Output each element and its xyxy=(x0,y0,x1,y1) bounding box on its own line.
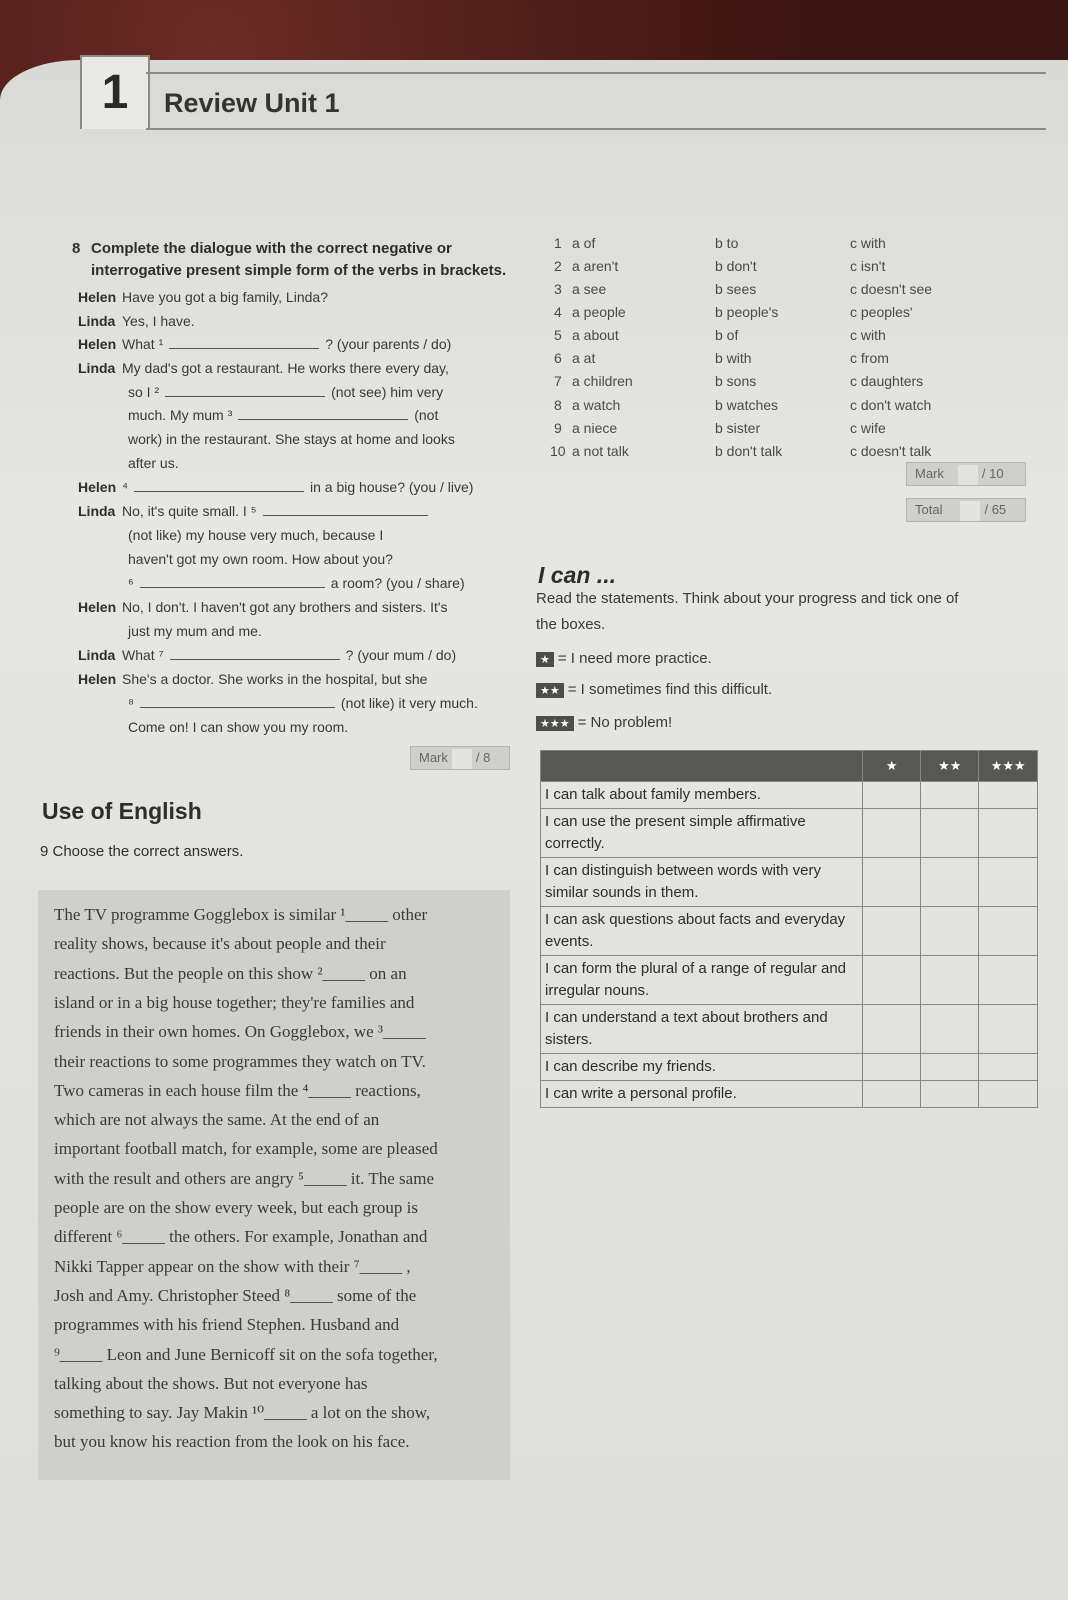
option-b[interactable]: b watches xyxy=(715,397,779,413)
statement-cell: I can write a personal profile. xyxy=(541,1081,863,1108)
answer-blank[interactable] xyxy=(134,491,304,492)
tick-box[interactable] xyxy=(921,1054,979,1081)
dialogue-text: What ¹ xyxy=(122,336,164,352)
progress-table xyxy=(540,750,1038,1108)
mark-label: Mark xyxy=(419,750,448,765)
option-c[interactable]: c from xyxy=(850,350,889,366)
dialogue-line xyxy=(122,336,451,352)
dialogue-line xyxy=(122,647,456,663)
tick-box[interactable] xyxy=(921,1081,979,1108)
dialogue-line xyxy=(128,431,455,447)
dialogue-text: ⁸ xyxy=(128,695,134,711)
star-key-item xyxy=(536,714,672,731)
option-c[interactable]: c peoples' xyxy=(850,304,913,320)
tick-box[interactable] xyxy=(979,858,1038,907)
use-of-english-heading: Use of English xyxy=(42,798,202,824)
reading-line: Josh and Amy. Christopher Steed ⁸_____ some of the xyxy=(54,1285,417,1305)
table-row xyxy=(541,782,1038,809)
answer-blank[interactable] xyxy=(165,396,325,397)
statement-cell: I can form the plural of a range of regular and irregular nouns. xyxy=(541,956,863,1005)
reading-line: reactions. But the people on this show ²_____ on an xyxy=(54,963,407,983)
reading-line: talking about the shows. But not everyone has xyxy=(54,1373,368,1393)
exercise-8-heading-line2: interrogative present simple form of the verbs in brackets. xyxy=(91,262,507,279)
dialogue-line xyxy=(128,719,348,735)
option-c[interactable]: c daughters xyxy=(850,373,924,389)
star-key-text: = I sometimes find this difficult. xyxy=(567,681,773,698)
header-one-star: ★ xyxy=(863,751,921,782)
unit-number: 1 xyxy=(80,55,150,129)
option-a[interactable]: a aren't xyxy=(572,258,619,274)
dialogue-text: Come on! I can show you my room. xyxy=(128,719,349,735)
dialogue-text: after us. xyxy=(128,455,179,471)
dialogue-text: ⁴ xyxy=(122,479,129,495)
option-c[interactable]: c wife xyxy=(850,420,886,436)
option-b[interactable]: b of xyxy=(715,327,739,343)
verb-prompt: ? (your parents / do) xyxy=(325,336,452,352)
option-b[interactable]: b sons xyxy=(715,373,757,389)
mark-total: / 10 xyxy=(981,466,1004,481)
option-b[interactable]: b sees xyxy=(715,281,757,297)
header-three-stars: ★★★ xyxy=(979,751,1038,782)
tick-box[interactable] xyxy=(863,1081,921,1108)
star-key-item xyxy=(536,681,772,698)
verb-prompt: (not see) him very xyxy=(331,384,444,400)
option-a[interactable]: a of xyxy=(572,235,596,251)
tick-box[interactable] xyxy=(979,956,1038,1005)
tick-box[interactable] xyxy=(921,907,979,956)
reading-line: friends in their own homes. On Gogglebox, we ³_____ xyxy=(54,1022,426,1042)
answer-blank[interactable] xyxy=(169,348,319,349)
dialogue-text: Have you got a big family, Linda? xyxy=(122,289,328,305)
tick-box[interactable] xyxy=(921,956,979,1005)
option-c[interactable]: c isn't xyxy=(850,258,886,274)
verb-prompt: ? (your mum / do) xyxy=(345,647,457,663)
dialogue-speaker: Helen xyxy=(78,289,117,305)
dialogue-line xyxy=(122,671,427,687)
dialogue-speaker: Helen xyxy=(78,336,117,352)
answer-number: 8 xyxy=(554,397,562,413)
option-c[interactable]: c doesn't see xyxy=(850,281,933,297)
reading-line: their reactions to some programmes they watch on TV. xyxy=(54,1051,426,1071)
dialogue-speaker: Helen xyxy=(78,599,117,615)
verb-prompt: in a big house? (you / live) xyxy=(310,479,474,495)
exercise-9-instruction: 9 Choose the correct answers. xyxy=(40,843,244,860)
table-row xyxy=(541,1081,1038,1108)
table-row xyxy=(541,1005,1038,1054)
reading-line: different ⁶_____ the others. For example, Jonathan and xyxy=(54,1227,428,1247)
dialogue-speaker: Helen xyxy=(78,479,117,495)
page-title: Review Unit 1 xyxy=(164,88,340,118)
dialogue-speaker: Helen xyxy=(78,671,117,687)
mark-slot[interactable] xyxy=(958,465,978,485)
table-row xyxy=(541,1054,1038,1081)
table-row xyxy=(541,809,1038,858)
reading-line: but you know his reaction from the look on his face. xyxy=(54,1432,410,1452)
i-can-heading: I can ... xyxy=(538,562,616,588)
tick-box[interactable] xyxy=(979,1054,1038,1081)
option-a[interactable]: a watch xyxy=(572,397,621,413)
dialogue-line xyxy=(128,384,443,400)
dialogue-text: much. My mum ³ xyxy=(128,407,233,423)
dialogue-text: What ⁷ xyxy=(122,647,164,663)
answer-number: 5 xyxy=(554,327,562,343)
answer-blank[interactable] xyxy=(238,419,408,420)
reading-line: ⁹_____ Leon and June Bernicoff sit on the sofa together, xyxy=(54,1344,438,1364)
dialogue-text: Yes, I have. xyxy=(122,313,195,329)
tick-box[interactable] xyxy=(921,858,979,907)
table-header-blank xyxy=(541,751,863,782)
tick-box[interactable] xyxy=(863,907,921,956)
statement-cell: I can understand a text about brothers and sisters. xyxy=(541,1005,863,1054)
dialogue-speaker: Linda xyxy=(78,647,116,663)
star-key-text: = I need more practice. xyxy=(557,650,712,667)
reading-line: programmes with his friend Stephen. Husband and xyxy=(54,1315,400,1335)
dialogue-text: No, I don't. I haven't got any brothers and sisters. It's xyxy=(122,599,448,615)
i-can-intro-line1: Read the statements. Think about your progress and tick one of xyxy=(536,590,959,607)
answer-blank[interactable] xyxy=(140,587,325,588)
tick-box[interactable] xyxy=(921,782,979,809)
star-icon: ★ xyxy=(536,652,554,667)
dialogue-line xyxy=(122,503,434,519)
option-a[interactable]: a about xyxy=(572,327,619,343)
tick-box[interactable] xyxy=(863,1005,921,1054)
dialogue-line xyxy=(128,551,393,567)
dialogue-line xyxy=(128,527,383,543)
option-c[interactable]: c with xyxy=(850,235,886,251)
answer-blank[interactable] xyxy=(140,707,335,708)
verb-prompt: (not like) it very much. xyxy=(340,695,478,711)
dialogue-line xyxy=(122,599,448,615)
star-key-item xyxy=(536,650,712,667)
dialogue-line xyxy=(122,289,328,305)
dialogue-line xyxy=(122,313,195,329)
table-row xyxy=(541,956,1038,1005)
total-label: Total xyxy=(915,502,943,517)
answer-number: 9 xyxy=(554,420,562,436)
dialogue-text: work) in the restaurant. She stays at home and looks xyxy=(128,431,455,447)
tick-box[interactable] xyxy=(863,858,921,907)
star-key-text: = No problem! xyxy=(577,714,673,731)
statement-cell: I can describe my friends. xyxy=(541,1054,863,1081)
mark-box-8 xyxy=(410,746,510,770)
option-b[interactable]: b sister xyxy=(715,420,761,436)
dialogue-line xyxy=(122,360,449,376)
tick-box[interactable] xyxy=(979,907,1038,956)
tick-box[interactable] xyxy=(979,1081,1038,1108)
option-a[interactable]: a children xyxy=(572,373,633,389)
dialogue-speaker: Linda xyxy=(78,360,116,376)
dialogue-speaker: Linda xyxy=(78,313,116,329)
dialogue-line xyxy=(128,695,478,711)
dialogue-text: so I ² xyxy=(128,384,160,400)
reading-line: people are on the show every week, but each group is xyxy=(54,1198,418,1217)
option-b[interactable]: b people's xyxy=(715,304,779,320)
option-b[interactable]: b with xyxy=(715,350,752,366)
tick-box[interactable] xyxy=(979,782,1038,809)
reading-line: something to say. Jay Makin ¹⁰_____ a lot on the show, xyxy=(54,1403,431,1423)
answer-number: 7 xyxy=(554,373,562,389)
dialogue-line xyxy=(128,455,179,471)
dialogue-text: ⁶ xyxy=(128,575,134,591)
reading-line: which are not always the same. At the end of an xyxy=(54,1110,380,1130)
exercise-8-heading-line1: Complete the dialogue with the correct negative or xyxy=(91,240,452,257)
header-two-stars: ★★ xyxy=(921,751,979,782)
total-slot[interactable] xyxy=(960,501,980,521)
tick-box[interactable] xyxy=(863,809,921,858)
dialogue-text: just my mum and me. xyxy=(128,623,262,639)
mark-slot[interactable] xyxy=(452,749,472,769)
total-value: / 65 xyxy=(984,502,1007,517)
reading-line: Two cameras in each house film the ⁴_____ reactions, xyxy=(54,1080,421,1100)
dialogue-text: haven't got my own room. How about you? xyxy=(128,551,393,567)
statement-cell: I can talk about family members. xyxy=(541,782,863,809)
i-can-intro-line2: the boxes. xyxy=(536,616,606,633)
tick-box[interactable] xyxy=(979,1005,1038,1054)
dialogue-line xyxy=(128,623,262,639)
option-b[interactable]: b to xyxy=(715,235,739,251)
option-a[interactable]: a at xyxy=(572,350,596,366)
tick-box[interactable] xyxy=(863,956,921,1005)
reading-line: important football match, for example, some are pleased xyxy=(54,1139,438,1159)
answer-blank[interactable] xyxy=(170,659,340,660)
answer-number: 4 xyxy=(554,304,562,320)
answer-number: 10 xyxy=(550,443,566,459)
tick-box[interactable] xyxy=(921,1005,979,1054)
dialogue-text: She's a doctor. She works in the hospital, but she xyxy=(122,671,428,687)
mark-box-9 xyxy=(906,462,1026,486)
option-c[interactable]: c with xyxy=(850,327,886,343)
option-c[interactable]: c doesn't talk xyxy=(850,443,932,459)
table-row xyxy=(541,858,1038,907)
option-a[interactable]: a niece xyxy=(572,420,618,436)
dialogue-text: My dad's got a restaurant. He works there every day, xyxy=(122,360,449,376)
reading-line: with the result and others are angry ⁵_____ it. The same xyxy=(54,1168,434,1188)
tick-box[interactable] xyxy=(863,1054,921,1081)
tick-box[interactable] xyxy=(863,782,921,809)
verb-prompt: a room? (you / share) xyxy=(330,575,465,591)
answer-number: 1 xyxy=(554,235,562,251)
dialogue-line xyxy=(122,479,473,495)
dialogue-speaker: Linda xyxy=(78,503,116,519)
mark-total: / 8 xyxy=(475,750,491,765)
statement-cell: I can use the present simple affirmative correctly. xyxy=(541,809,863,858)
dialogue-line xyxy=(128,575,465,591)
star-icon: ★★★ xyxy=(536,716,574,731)
dialogue-text: No, it's quite small. I ⁵ xyxy=(122,503,257,519)
verb-prompt: (not xyxy=(414,407,439,423)
tick-box[interactable] xyxy=(921,809,979,858)
option-a[interactable]: a not talk xyxy=(572,443,629,459)
total-box xyxy=(906,498,1026,522)
option-c[interactable]: c don't watch xyxy=(850,397,932,413)
option-a[interactable]: a people xyxy=(572,304,626,320)
table-row xyxy=(541,907,1038,956)
star-icon: ★★ xyxy=(536,683,564,698)
answer-number: 3 xyxy=(554,281,562,297)
reading-line: Nikki Tapper appear on the show with their ⁷_____ , xyxy=(54,1256,411,1276)
reading-line: reality shows, because it's about people and their xyxy=(54,934,386,954)
option-b[interactable]: b don't xyxy=(715,258,757,274)
statement-cell: I can distinguish between words with very similar sounds in them. xyxy=(541,858,863,907)
answer-number: 2 xyxy=(554,258,562,274)
reading-line: The TV programme Gogglebox is similar ¹_____ other xyxy=(54,905,428,924)
mark-label: Mark xyxy=(915,466,944,481)
exercise-8-number: 8 xyxy=(72,240,81,257)
option-a[interactable]: a see xyxy=(572,281,607,297)
tick-box[interactable] xyxy=(979,809,1038,858)
dialogue-text: (not like) my house very much, because I xyxy=(128,527,384,543)
dialogue-line xyxy=(128,407,438,423)
reading-line: island or in a big house together; they're families and xyxy=(54,992,415,1012)
answer-blank[interactable] xyxy=(263,515,428,516)
answer-number: 6 xyxy=(554,350,562,366)
option-b[interactable]: b don't talk xyxy=(715,443,783,459)
statement-cell: I can ask questions about facts and everyday events. xyxy=(541,907,863,956)
